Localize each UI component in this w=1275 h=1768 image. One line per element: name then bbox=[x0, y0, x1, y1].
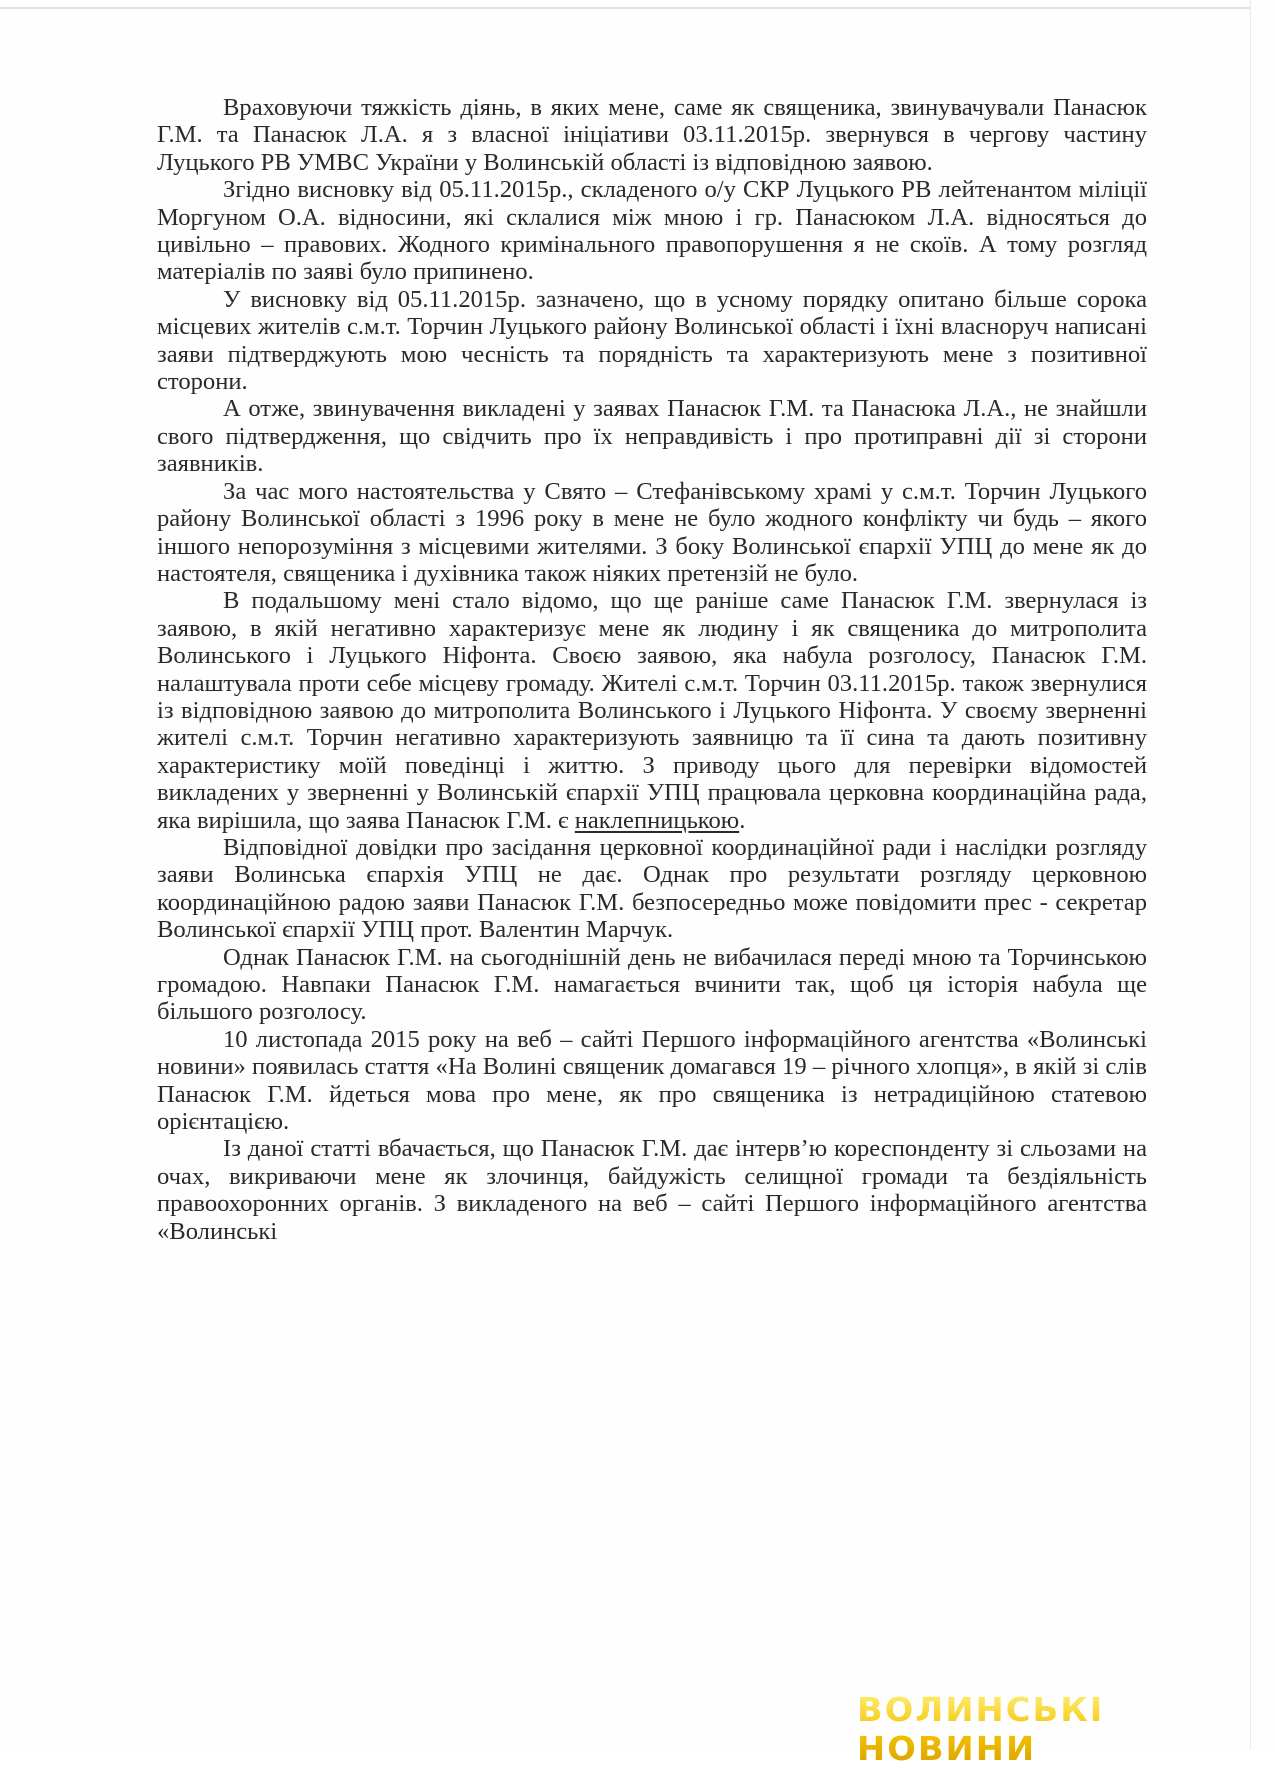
paragraph: За час мого настоятельства у Свято – Стефанівському храмі у с.м.т. Торчин Луцького району Волинської області з 1996 року в мене не було жодного конфлікту чи будь – якого іншого непорозуміння з місцевими жителями. З боку Волинської єпархії УПЦ до мене як до настоятеля, священика і духівника також ніяких претензій не було. bbox=[157, 477, 1147, 587]
paragraph-tail: . bbox=[739, 806, 746, 834]
document-body bbox=[157, 94, 1147, 1245]
paragraph-text: В подальшому мені стало відомо, що ще раніше саме Панасюк Г.М. звернулася із заявою, в якій негативно характеризує мене як людину і як священика до митрополита Волинського і Луцького Ніфонта. Своєю заявою, яка набула розголосу, Панасюк Г.М. налаштувала проти себе місцеву громаду. Жителі с.м.т. Торчин 03.11.2015р. також звернулися із відповідною заявою до митрополита Волинського і Луцького Ніфонта. У своєму зверненні жителі с.м.т. Торчин негативно характеризують заявницю та її сина та дають позитивну характеристику моїй поведінці і життю. З приводу цього для перевірки відомостей викладених у зверненні у Волинській єпархії УПЦ працювала церковна координаційна рада, яка вирішила, що заява Панасюк Г.М. є bbox=[157, 587, 1147, 834]
paragraph: А отже, звинувачення викладені у заявах Панасюк Г.М. та Панасюка Л.А., не знайшли свого підтвердження, що свідчить про їх неправдивість і про протиправні дії зі сторони заявників. bbox=[157, 395, 1147, 478]
underlined-word: наклепницькою bbox=[574, 806, 740, 834]
paragraph bbox=[157, 587, 1147, 834]
paragraph: Згідно висновку від 05.11.2015р., складеного о/у СКР Луцького РВ лейтенантом міліції Моргуном О.А. відносини, які склалися між мною і гр. Панасюком Л.А. відносяться до цивільно – правових. Жодного кримінального правопорушення я не скоїв. А тому розгляд матеріалів по заяві було припинено. bbox=[157, 176, 1147, 286]
paragraph: Відповідної довідки про засідання церковної координаційної ради і наслідки розгляду заяви Волинська єпархія УПЦ не дає. Однак про результати розгляду церковною координаційною радою заяви Панасюк Г.М. безпосередньо може повідомити прес - секретар Волинської єпархії УПЦ прот. Валентин Марчук. bbox=[157, 833, 1147, 944]
paragraph: У висновку від 05.11.2015р. зазначено, що в усному порядку опитано більше сорока місцевих жителів с.м.т. Торчин Луцького району Волинської області і їхні власноруч написані заяви підтверджують мою чесність та порядність та характеризують мене з позитивної сторони. bbox=[157, 285, 1147, 396]
paragraph: Однак Панасюк Г.М. на сьогоднішній день не вибачилася переді мною та Торчинською громадою. Навпаки Панасюк Г.М. намагається вчинити так, щоб ця історія набула ще більшого розголосу. bbox=[157, 943, 1147, 1026]
page-top-edge bbox=[0, 7, 1250, 9]
page-right-edge bbox=[1250, 0, 1251, 1750]
paragraph: Враховуючи тяжкість діянь, в яких мене, саме як священика, звинувачували Панасюк Г.М. та Панасюк Л.А. я з власної ініціативи 03.11.2015р. звернувся в чергову частину Луцького РВ УМВС України у Волинській області із відповідною заявою. bbox=[157, 94, 1147, 176]
paragraph: Із даної статті вбачається, що Панасюк Г.М. дає інтерв’ю кореспонденту зі сльозами на очах, викриваючи мене як злочинця, байдужість селищної громади та бездіяльність правоохоронних органів. З викладеного на веб – сайті Першого інформаційного агентства «Волинські bbox=[157, 1135, 1147, 1245]
paragraph: 10 листопада 2015 року на веб – сайті Першого інформаційного агентства «Волинські новини» появилась стаття «На Волині священик домагався 19 – річного хлопця», в якій зі слів Панасюк Г.М. йдеться мова про мене, як про священика із нетрадиційною статевою орієнтацією. bbox=[157, 1025, 1147, 1136]
watermark-logo: ВОЛИНСЬКІ НОВИНИ bbox=[857, 1690, 1275, 1768]
